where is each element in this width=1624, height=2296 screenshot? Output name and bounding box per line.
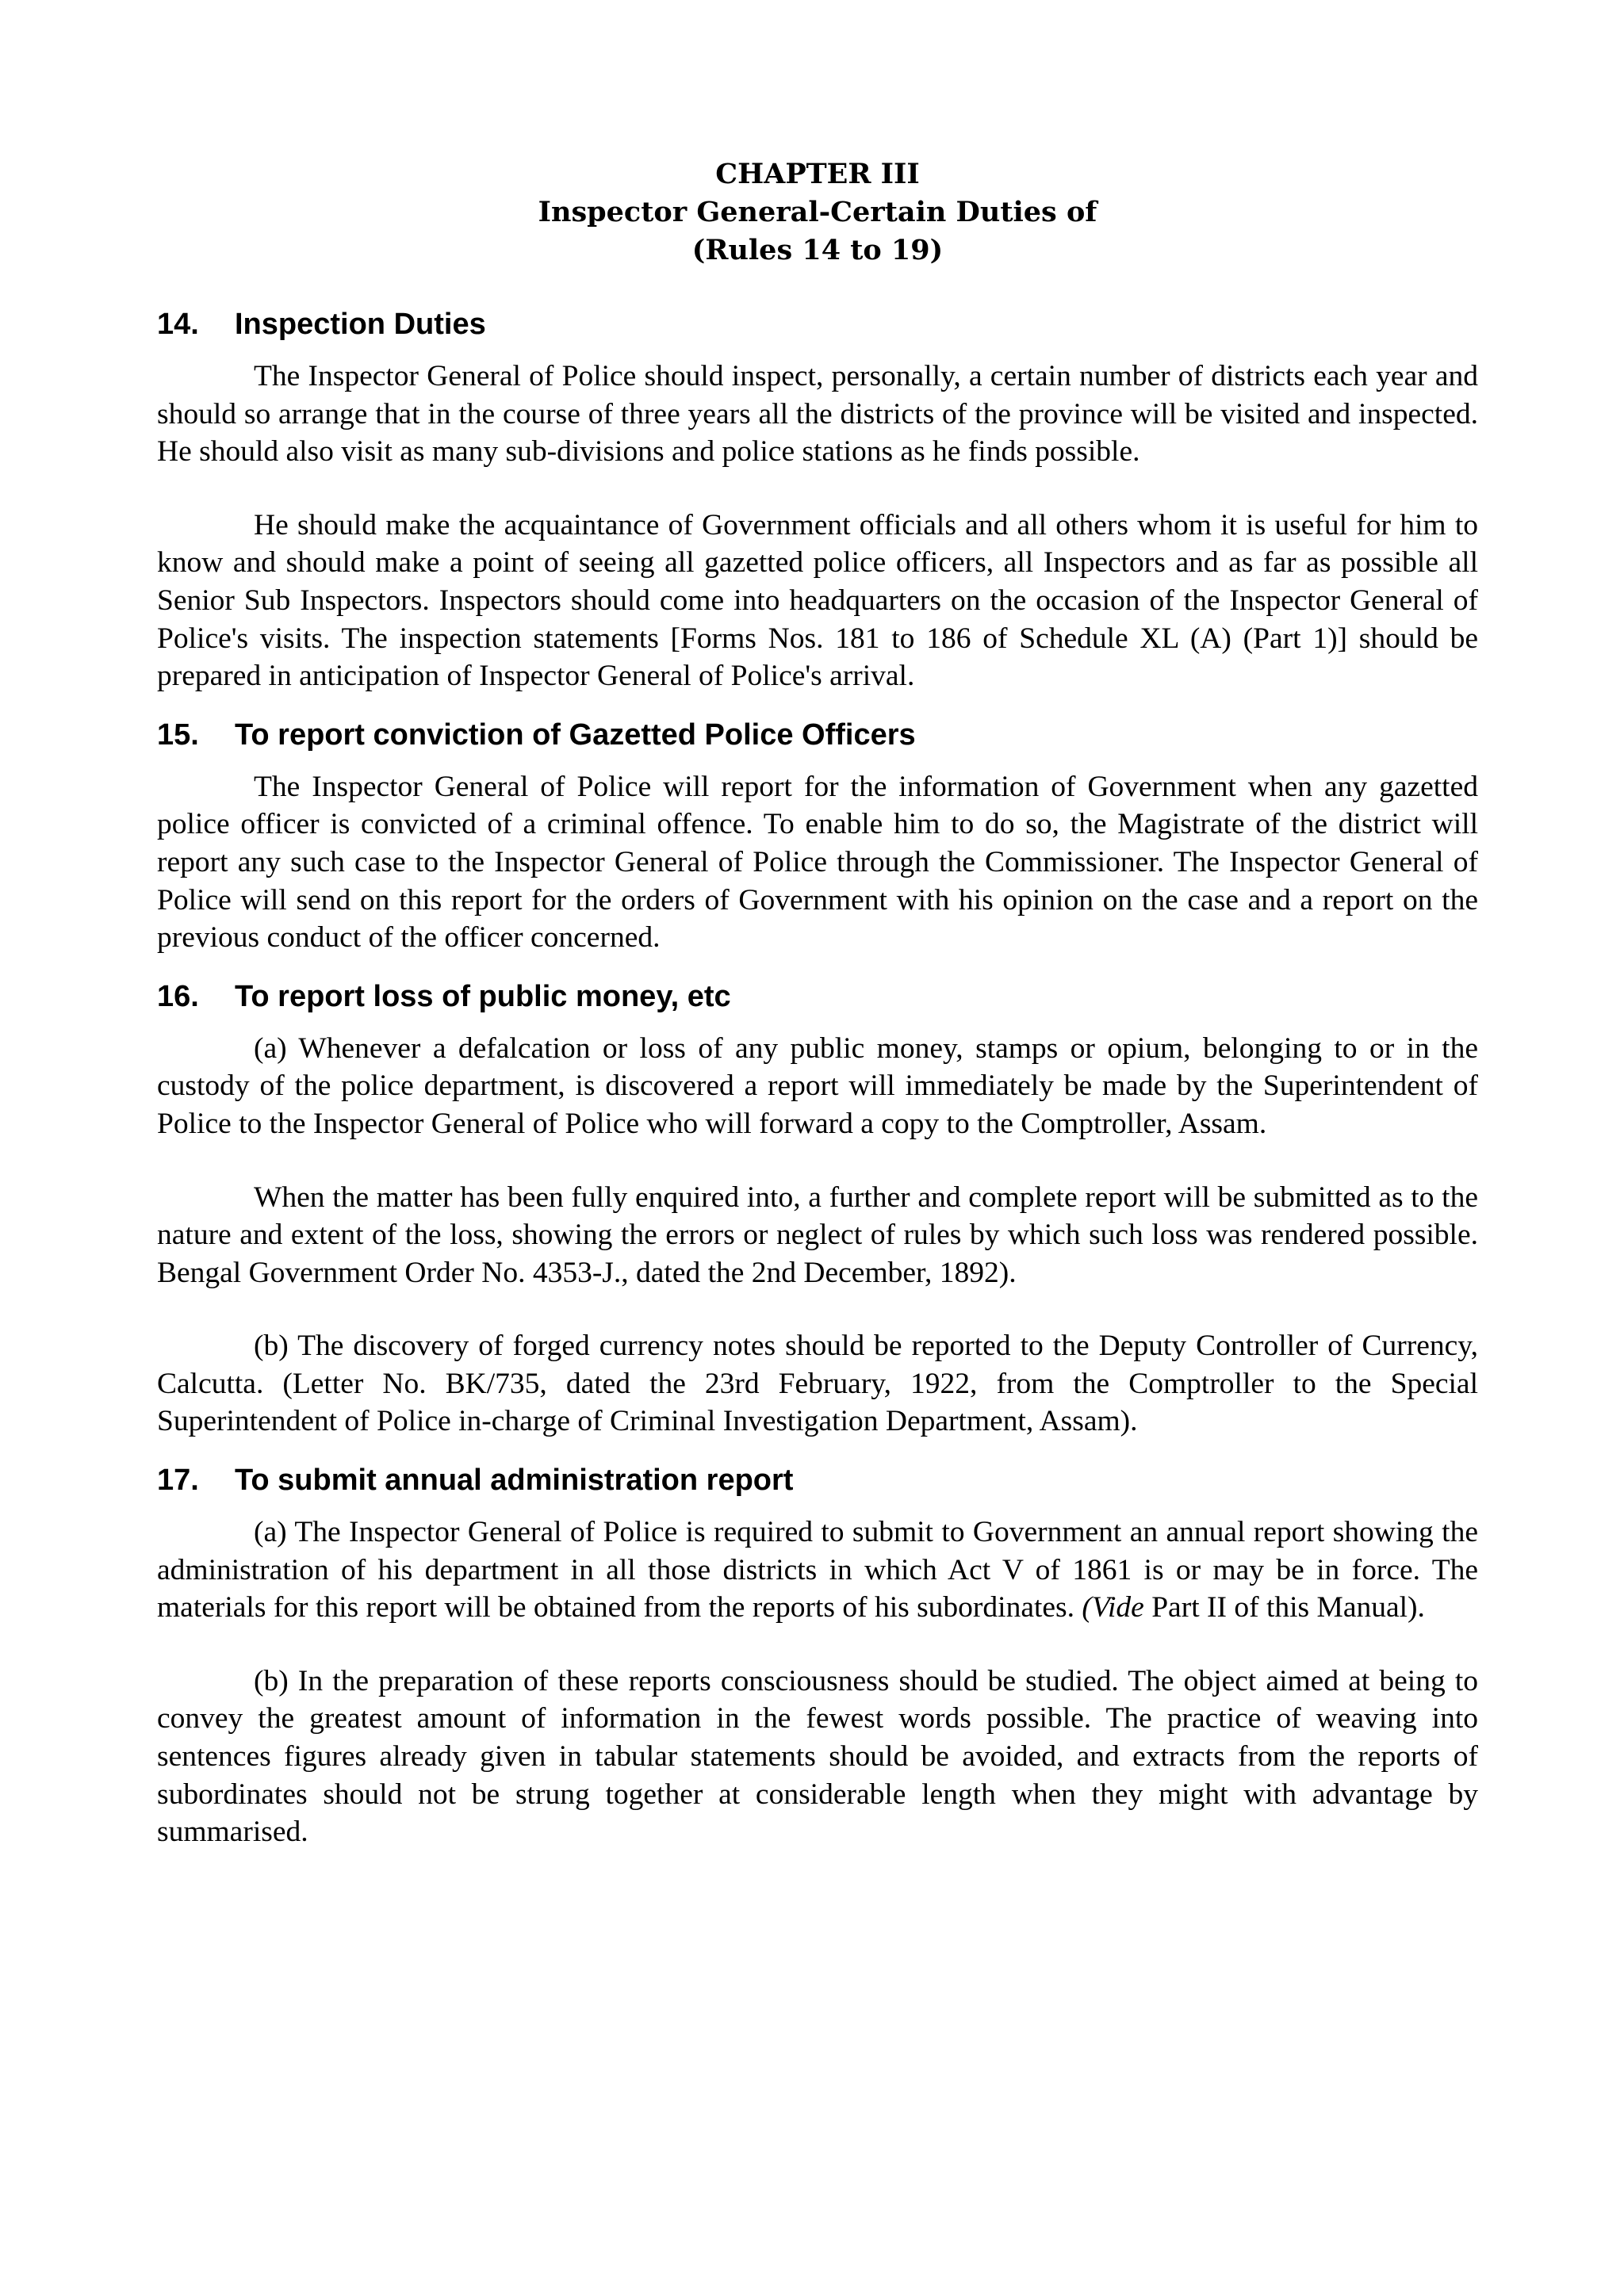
paragraph: He should make the acquaintance of Government officials and all others whom it is useful for him to know and should make a point of seeing all gazetted police officers, all Inspectors and as far as possible all Senior Sub Inspectors. Inspectors should come into headquarters on the occasion of the Inspector General of Police's visits. The inspection statements [Forms Nos. 181 to 186 of Schedule XL (A) (Part 1)] should be prepared in anticipation of Inspector General of Police's arrival. bbox=[157, 508, 1478, 693]
chapter-heading bbox=[157, 155, 1478, 270]
section-17 bbox=[157, 1461, 1478, 1851]
section-number: 14. bbox=[157, 308, 199, 341]
section-14 bbox=[157, 305, 1478, 695]
section-number: 16. bbox=[157, 979, 199, 1013]
paragraph: When the matter has been fully enquired into, a further and complete report will be submitted as to the nature and extent of the loss, showing the errors or neglect of rules by which such loss was rendered possible. Bengal Government Order No. 4353-J., dated the 2nd December, 1892). bbox=[157, 1181, 1478, 1289]
paragraph-text: (a) The Inspector General of Police is required to submit to Government an annual report showing the administration of his department in all those districts in which Act V of 1861 is or may be in force. The materials for this report will be obtained from the reports of his subordinates. bbox=[157, 1516, 1478, 1624]
paragraph: The Inspector General of Police will report for the information of Government when any gazetted police officer is convicted of a criminal offence. To enable him to do so, the Magistrate of the district will report any such case to the Inspector General of Police through the Commissioner. The Inspector General of Police will send on this report for the orders of Government with his opinion on the case and a report on the previous conduct of the officer concerned. bbox=[157, 770, 1478, 955]
italic-vide: (Vide bbox=[1082, 1591, 1144, 1624]
document-page bbox=[157, 155, 1478, 1872]
section-title: To submit annual administration report bbox=[235, 1464, 794, 1498]
paragraph: (a) Whenever a defalcation or loss of any public money, stamps or opium, belonging to or in the custody of the police department, is discovered a report will immediately be made by the Superintendent of Police to the Inspector General of Police who will forward a copy to the Comptroller, Assam. bbox=[157, 1031, 1478, 1140]
paragraph: (b) In the preparation of these reports consciousness should be studied. The object aimed at being to convey the greatest amount of information in the fewest words possible. The practice of weaving into sentences figures already given in tabular statements should be avoided, and extracts from the reports of subordinates should not be strung together at considerable length when they might with advantage by summarised. bbox=[157, 1664, 1478, 1849]
section-16 bbox=[157, 978, 1478, 1441]
paragraph-text: Part II of this Manual). bbox=[1151, 1591, 1425, 1624]
paragraph: (b) The discovery of forged currency notes should be reported to the Deputy Controller of Currency, Calcutta. (Letter No. BK/735, dated the 23rd February, 1922, from the Comptroller to the Special Superintendent of Police in-charge of Criminal Investigation Department, Assam). bbox=[157, 1330, 1478, 1438]
section-number: 17. bbox=[157, 1464, 199, 1498]
section-title: To report loss of public money, etc bbox=[235, 979, 731, 1013]
chapter-rules: (Rules 14 to 19) bbox=[691, 234, 944, 266]
section-heading bbox=[157, 978, 1478, 1016]
section-number: 15. bbox=[157, 718, 199, 752]
section-heading bbox=[157, 716, 1478, 754]
paragraph: The Inspector General of Police should inspect, personally, a certain number of districts each year and should so arrange that in the course of three years all the districts of the province will be visited and inspected. He should also visit as many sub-divisions and police stations as he finds possible. bbox=[157, 360, 1478, 469]
section-title: To report conviction of Gazetted Police Officers bbox=[235, 718, 916, 752]
chapter-subtitle: Inspector General-Certain Duties of bbox=[538, 196, 1097, 228]
section-heading bbox=[157, 305, 1478, 343]
section-heading bbox=[157, 1461, 1478, 1499]
paragraph bbox=[157, 1513, 1478, 1627]
section-15 bbox=[157, 716, 1478, 957]
chapter-title: CHAPTER III bbox=[715, 158, 920, 190]
section-title: Inspection Duties bbox=[235, 308, 486, 341]
